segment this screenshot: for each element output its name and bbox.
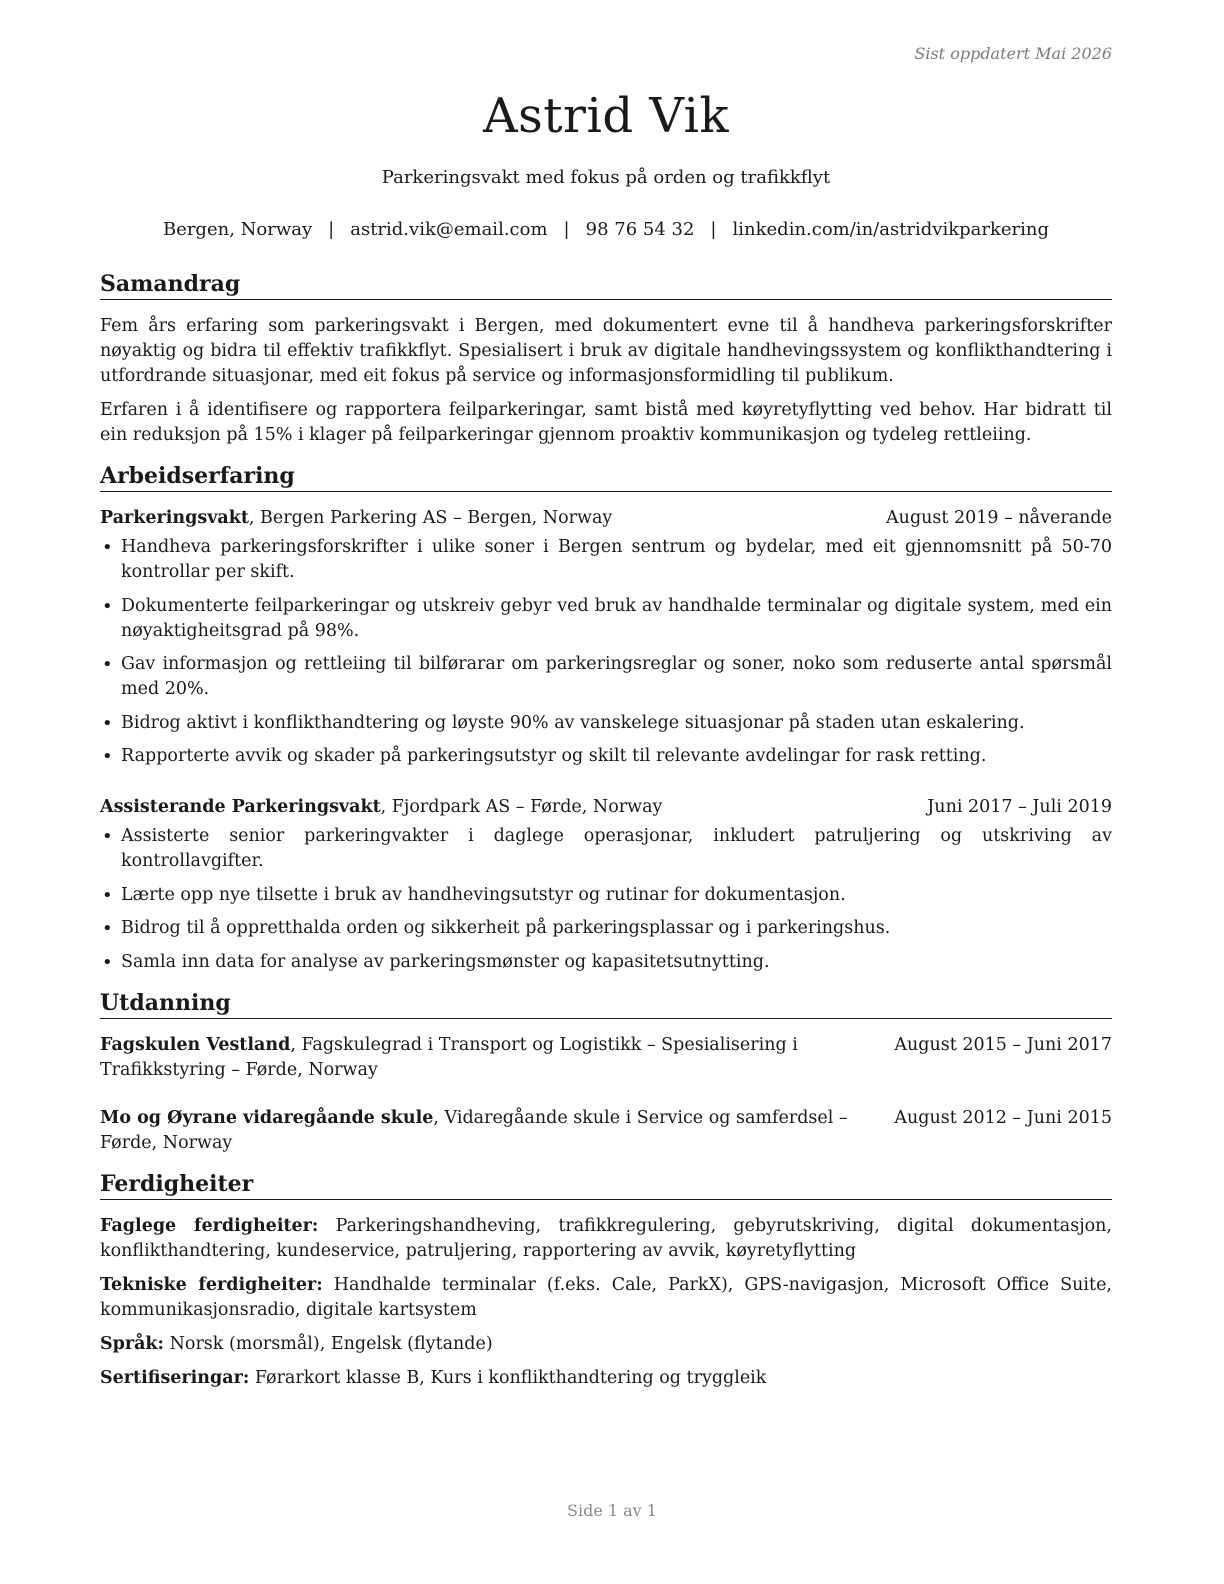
section-heading-education: Utdanning	[100, 989, 1112, 1019]
job-bullet: • Rapporterte avvik og skader på parkeringsutstyr og skilt til relevante avdelingar for rask retting.	[100, 744, 1112, 769]
job-dates: August 2019 – nåverande	[886, 508, 1112, 528]
experience-section	[100, 462, 1112, 975]
contact-separator: |	[328, 219, 335, 240]
page-number: Side 1 av 1	[567, 1501, 657, 1520]
job-org: , Bergen Parkering AS – Bergen, Norway	[248, 508, 613, 528]
skill-line	[100, 1332, 1112, 1357]
education-section	[100, 989, 1112, 1156]
job-bullet: • Bidrog aktivt i konflikthandtering og løyste 90% av vanskelege situasjonar på staden utan eskalering.	[100, 711, 1112, 736]
job-header	[100, 795, 1112, 820]
section-heading-skills: Ferdigheiter	[100, 1170, 1112, 1200]
skill-label: Sertifiseringar:	[100, 1367, 250, 1388]
contact-linkedin[interactable]: linkedin.com/in/astridvikparkering	[732, 219, 1050, 240]
summary-paragraph: Fem års erfaring som parkeringsvakt i Bergen, med dokumentert evne til å handheva parkeringsforskrifter nøyaktig og bidra til effektiv trafikkflyt. Spesialisert i bruk av digitale handhevingssystem og konflikthandtering i utfordrande situasjonar, med eit fokus på service og informasjonsformidling til publikum.	[100, 316, 1112, 386]
skill-text: Handhalde terminalar (f.eks. Cale, ParkX), GPS-navigasjon, Microsoft Office Suite, kommunikasjonsradio, digitale kartsystem	[100, 1274, 1112, 1320]
section-heading-experience: Arbeidserfaring	[100, 462, 1112, 492]
job-entry	[100, 795, 1112, 975]
job-bullet: • Bidrog til å oppretthalda orden og sikkerheit på parkeringsplassar og i parkeringshus.	[100, 916, 1112, 941]
contact-separator: |	[563, 219, 570, 240]
candidate-name: Astrid Vik	[482, 88, 730, 144]
section-heading-summary: Samandrag	[100, 270, 1112, 300]
skills-section	[100, 1170, 1112, 1391]
job-role: Assisterande Parkeringsvakt	[100, 797, 381, 817]
job-bullet: • Handheva parkeringsforskrifter i ulike soner i Bergen sentrum og bydelar, med eit gjennomsnitt på 50-70 kontrollar per skift.	[100, 535, 1112, 585]
education-dates: August 2012 – Juni 2015	[894, 1107, 1112, 1128]
contact-email[interactable]: astrid.vik@email.com	[350, 219, 548, 240]
skill-line	[100, 1366, 1112, 1391]
job-header	[100, 506, 1112, 531]
job-role: Parkeringsvakt	[100, 508, 249, 528]
skill-label: Språk:	[100, 1333, 165, 1354]
last-updated: Sist oppdatert Mai 2026	[914, 44, 1112, 63]
skill-line	[100, 1214, 1112, 1264]
job-bullet: • Lærte opp nye tilsette i bruk av handhevingsutstyr og rutinar for dokumentasjon.	[100, 883, 1112, 908]
education-detail: , Fagskulegrad i Transport og Logistikk – Spesialisering i Trafikkstyring – Førde, Norway	[100, 1034, 798, 1080]
education-dates: August 2015 – Juni 2017	[894, 1034, 1112, 1055]
job-entry	[100, 506, 1112, 769]
contact-separator: |	[710, 219, 717, 240]
summary-section	[100, 270, 1112, 448]
job-dates: Juni 2017 – Juli 2019	[927, 797, 1112, 817]
contact-location: Bergen, Norway	[162, 219, 313, 240]
education-detail: , Vidaregåande skule i Service og samferdsel – Førde, Norway	[100, 1107, 848, 1153]
contact-phone[interactable]: 98 76 54 32	[585, 219, 695, 240]
job-bullet: • Gav informasjon og rettleiing til bilførarar om parkeringsreglar og soner, noko som reduserte antal spørsmål med 20%.	[100, 652, 1112, 702]
job-bullet: • Dokumenterte feilparkeringar og utskreiv gebyr ved bruk av handhalde terminalar og digitale system, med ein nøyaktigheitsgrad på 98%.	[100, 594, 1112, 644]
skill-label: Faglege ferdigheiter:	[100, 1215, 319, 1236]
summary-paragraph: Erfaren i å identifisere og rapportera feilparkeringar, samt bistå med køyretyflytting ved behov. Har bidratt til ein reduksjon på 15% i klager på feilparkeringar gjennom proaktiv kommunikasjon og tydeleg rettleiing.	[100, 400, 1112, 445]
candidate-headline: Parkeringsvakt med fokus på orden og trafikkflyt	[381, 167, 831, 188]
skill-text: Førarkort klasse B, Kurs i konflikthandtering og tryggleik	[249, 1367, 767, 1388]
contact-line	[100, 219, 1112, 240]
skill-text: Parkeringshandheving, trafikkregulering, gebyrutskriving, digital dokumentasjon, konflikthandtering, kundeservice, patruljering, rapportering av avvik, køyretyflytting	[100, 1215, 1112, 1261]
education-school: Fagskulen Vestland	[100, 1034, 291, 1055]
job-bullet: • Assisterte senior parkeringvakter i daglege operasjonar, inkludert patruljering og utskriving av kontrollavgifter.	[100, 824, 1112, 874]
job-bullets	[100, 535, 1112, 769]
skill-label: Tekniske ferdigheiter:	[100, 1274, 323, 1295]
education-entry	[100, 1106, 1112, 1156]
job-org: , Fjordpark AS – Førde, Norway	[380, 797, 663, 817]
education-school: Mo og Øyrane vidaregåande skule	[100, 1107, 434, 1128]
job-bullets	[100, 824, 1112, 975]
resume-content	[100, 270, 1112, 1405]
job-bullet: • Samla inn data for analyse av parkeringsmønster og kapasitetsutnytting.	[100, 950, 1112, 975]
skill-line	[100, 1273, 1112, 1323]
skill-text: Norsk (morsmål), Engelsk (flytande)	[164, 1333, 493, 1354]
education-entry	[100, 1033, 1112, 1083]
